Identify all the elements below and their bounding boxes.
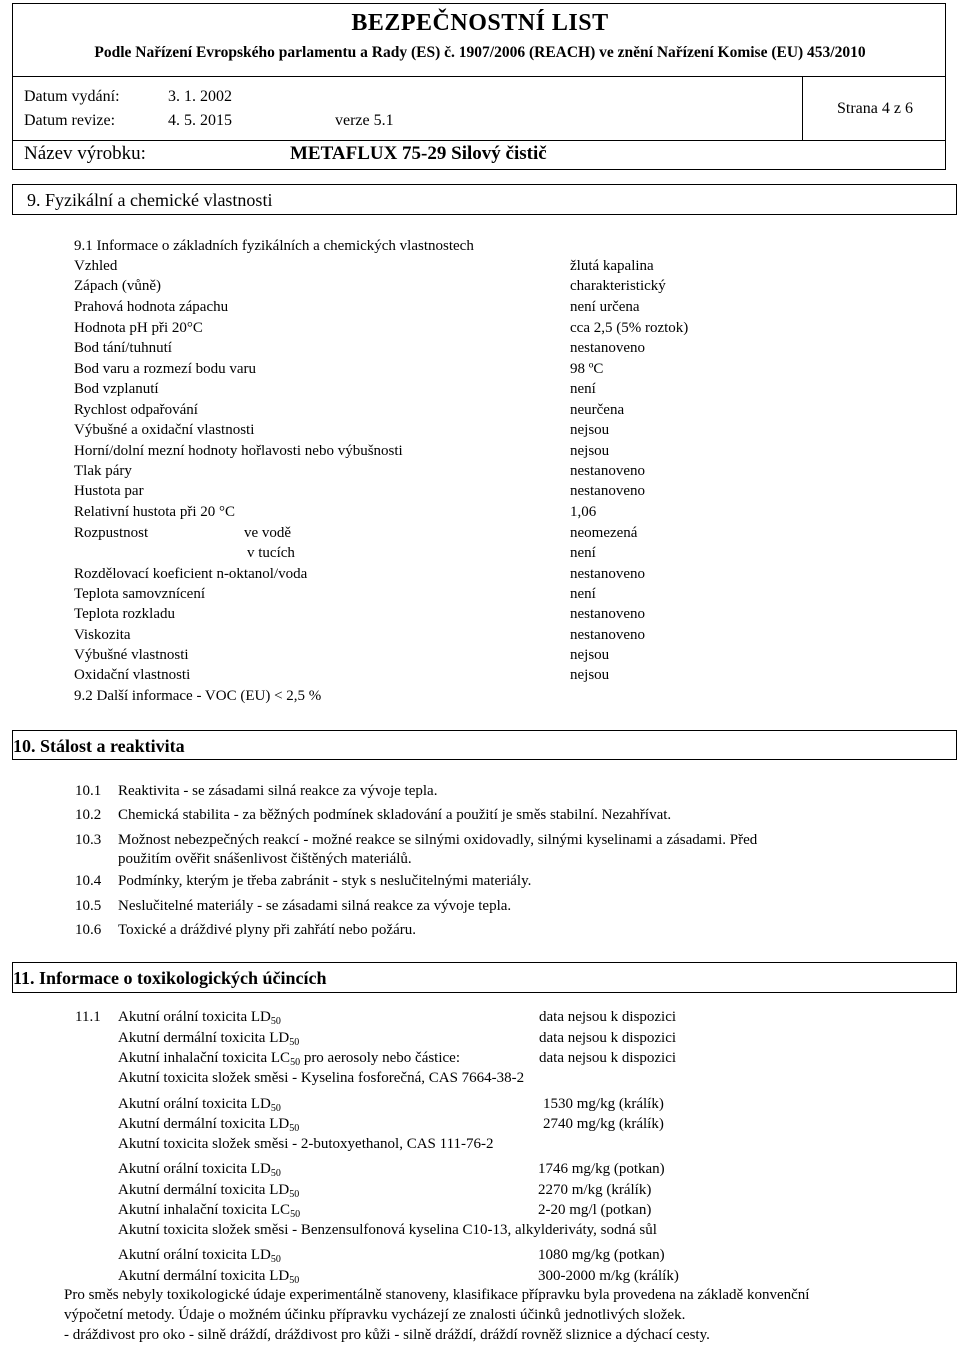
item-number: 10.6	[75, 922, 102, 938]
tox-value: 2740 mg/kg (králík)	[543, 1116, 664, 1132]
tox-row: Akutní dermální toxicita $LD_{50}$	[118, 1116, 300, 1134]
property-label: Bod varu a rozmezí bodu varu	[74, 361, 257, 377]
property-value: 98 ºC	[570, 361, 604, 377]
toxicology-note: výpočetní metody. Údaje o možném účinku přípravku vycházejí ze znalosti účinků jednotlivých složek.	[64, 1307, 686, 1323]
section-11-header	[12, 962, 957, 993]
property-label: Rychlost odpařování	[74, 402, 198, 418]
toxicology-note: - dráždivost pro oko - silně dráždí, dráždivost pro kůži - silně dráždí, dráždí rovněž sliznice a dýchací cesty.	[64, 1327, 710, 1343]
item-text: Chemická stabilita - za běžných podmínek skladování a použití je směs stabilní. Nezahřívat.	[118, 807, 672, 823]
property-sublabel: v tucích	[247, 545, 295, 561]
property-label: Rozdělovací koeficient n-oktanol/voda	[74, 566, 308, 582]
tox-row: Akutní dermální toxicita $LD_{50}$	[118, 1182, 300, 1200]
section-10-title: 10. Stálost a reaktivita	[13, 736, 185, 756]
property-value: cca 2,5 (5% roztok)	[570, 320, 689, 336]
issue-date-label: Datum vydání:	[24, 88, 120, 105]
item-number: 10.4	[75, 873, 102, 889]
header-page-divider	[802, 76, 803, 140]
property-value: nestanoveno	[570, 627, 645, 643]
tox-value: 1530 mg/kg (králík)	[543, 1096, 664, 1112]
product-name: METAFLUX 75-29 Silový čistič	[290, 143, 547, 164]
item-text: Možnost nebezpečných reakcí - možné reakce se silnými oxidovadly, silnými kyselinami a zásadami. Před	[118, 832, 758, 848]
property-label: Viskozita	[74, 627, 131, 643]
item-text: Podmínky, kterým je třeba zabránit - styk s neslučitelnými materiály.	[118, 873, 532, 889]
property-value: žlutá kapalina	[570, 258, 654, 274]
page-number: Strana 4 z 6	[837, 100, 913, 117]
component-heading: Akutní toxicita složek směsi - Kyselina fosforečná, CAS 7664-38-2	[118, 1070, 525, 1086]
tox-row: Akutní dermální toxicita $LD_{50}$	[118, 1268, 300, 1286]
document-title: BEZPEČNOSTNÍ LIST	[351, 10, 609, 36]
tox-value: 2-20 mg/l (potkan)	[538, 1202, 652, 1218]
property-value: nestanoveno	[570, 606, 645, 622]
item-text: Neslučitelné materiály - se zásadami silná reakce za vývoje tepla.	[118, 898, 512, 914]
property-value: nejsou	[570, 422, 610, 438]
property-label: Tlak páry	[74, 463, 132, 479]
tox-row: Akutní inhalační toxicita $LC_{50}$ pro aerosoly nebo částice:	[118, 1050, 461, 1068]
tox-value: 1746 mg/kg (potkan)	[538, 1161, 665, 1177]
item-text: Toxické a dráždivé plyny při zahřátí nebo požáru.	[118, 922, 416, 938]
item-text-continued: použitím ověřit snášenlivost čištěných materiálů.	[118, 851, 412, 867]
tox-row: Akutní orální toxicita $LD_{50}$	[118, 1161, 281, 1179]
revision-date-label: Datum revize:	[24, 112, 116, 129]
tox-value: data nejsou k dispozici	[539, 1030, 677, 1046]
property-label: Hustota par	[74, 483, 144, 499]
property-value: nejsou	[570, 667, 610, 683]
property-value: nestanoveno	[570, 340, 645, 356]
property-value: není	[570, 545, 596, 561]
property-value: není určena	[570, 299, 640, 315]
component-heading: Akutní toxicita složek směsi - Benzensulfonová kyselina C10-13, alkylderiváty, sodná sůl	[118, 1222, 657, 1238]
item-number: 10.3	[75, 832, 102, 848]
product-name-label: Název výrobku:	[24, 143, 146, 164]
property-value: neurčena	[570, 402, 625, 418]
property-value: nejsou	[570, 443, 610, 459]
property-value: nestanoveno	[570, 566, 645, 582]
property-value: 1,06	[570, 504, 597, 520]
property-sublabel: ve vodě	[244, 525, 292, 541]
property-value: není	[570, 381, 596, 397]
tox-row: Akutní orální toxicita $LD_{50}$	[118, 1096, 281, 1114]
property-label: Vzhled	[74, 258, 118, 274]
item-number: 10.5	[75, 898, 102, 914]
section-9-2-other: 9.2 Další informace - VOC (EU) < 2,5 %	[74, 688, 322, 704]
tox-value: 2270 m/kg (králík)	[538, 1182, 652, 1198]
document-subtitle: Podle Nařízení Evropského parlamentu a Rady (ES) č. 1907/2006 (REACH) ve znění Nařízení Komise (EU) 453/2010	[94, 44, 866, 61]
property-value: nestanoveno	[570, 463, 645, 479]
item-number: 10.1	[75, 783, 102, 799]
version-label: verze 5.1	[335, 112, 394, 129]
tox-row: Akutní inhalační toxicita $LC_{50}$	[118, 1202, 301, 1220]
section-10-header	[12, 730, 957, 760]
tox-value: data nejsou k dispozici	[539, 1009, 677, 1025]
property-label: Oxidační vlastnosti	[74, 667, 191, 683]
property-label: Horní/dolní mezní hodnoty hořlavosti nebo výbušnosti	[74, 443, 403, 459]
property-label: Hodnota pH při 20°C	[74, 320, 203, 336]
item-number: 11.1	[75, 1009, 101, 1025]
property-label: Rozpustnost	[74, 525, 149, 541]
property-value: charakteristický	[570, 278, 666, 294]
property-label: Teplota samovznícení	[74, 586, 205, 602]
property-label: Teplota rozkladu	[74, 606, 175, 622]
property-label: Bod tání/tuhnutí	[74, 340, 172, 356]
section-11-title: 11. Informace o toxikologických účincích	[13, 968, 327, 988]
item-text: Reaktivita - se zásadami silná reakce za vývoje tepla.	[118, 783, 438, 799]
property-label: Bod vzplanutí	[74, 381, 159, 397]
issue-date-value: 3. 1. 2002	[168, 88, 232, 105]
tox-value: data nejsou k dispozici	[539, 1050, 677, 1066]
property-label: Výbušné a oxidační vlastnosti	[74, 422, 255, 438]
tox-row: Akutní orální toxicita $LD_{50}$	[118, 1009, 281, 1027]
tox-value: 1080 mg/kg (potkan)	[538, 1247, 665, 1263]
property-value: nestanoveno	[570, 483, 645, 499]
section-9-header	[12, 184, 957, 215]
revision-date-value: 4. 5. 2015	[168, 112, 232, 129]
section-9-1-intro: 9.1 Informace o základních fyzikálních a chemických vlastnostech	[74, 238, 474, 254]
property-value: nejsou	[570, 647, 610, 663]
section-9-title: 9. Fyzikální a chemické vlastnosti	[27, 190, 273, 210]
tox-row: Akutní dermální toxicita $LD_{50}$	[118, 1030, 300, 1048]
tox-value: 300-2000 m/kg (králík)	[538, 1268, 679, 1284]
component-heading: Akutní toxicita složek směsi - 2-butoxyethanol, CAS 111-76-2	[118, 1136, 494, 1152]
tox-row: Akutní orální toxicita $LD_{50}$	[118, 1247, 281, 1265]
header-divider-bottom	[12, 140, 946, 141]
toxicology-note: Pro směs nebyly toxikologické údaje experimentálně stanoveny, klasifikace přípravku byla provedena na základě konvenční	[64, 1287, 810, 1303]
property-label: Výbušné vlastnosti	[74, 647, 189, 663]
item-number: 10.2	[75, 807, 102, 823]
header-divider-top	[12, 76, 946, 77]
property-label: Prahová hodnota zápachu	[74, 299, 229, 315]
property-value: není	[570, 586, 596, 602]
property-value: neomezená	[570, 525, 638, 541]
property-label: Zápach (vůně)	[74, 278, 162, 294]
property-label: Relativní hustota při 20 °C	[74, 504, 235, 520]
